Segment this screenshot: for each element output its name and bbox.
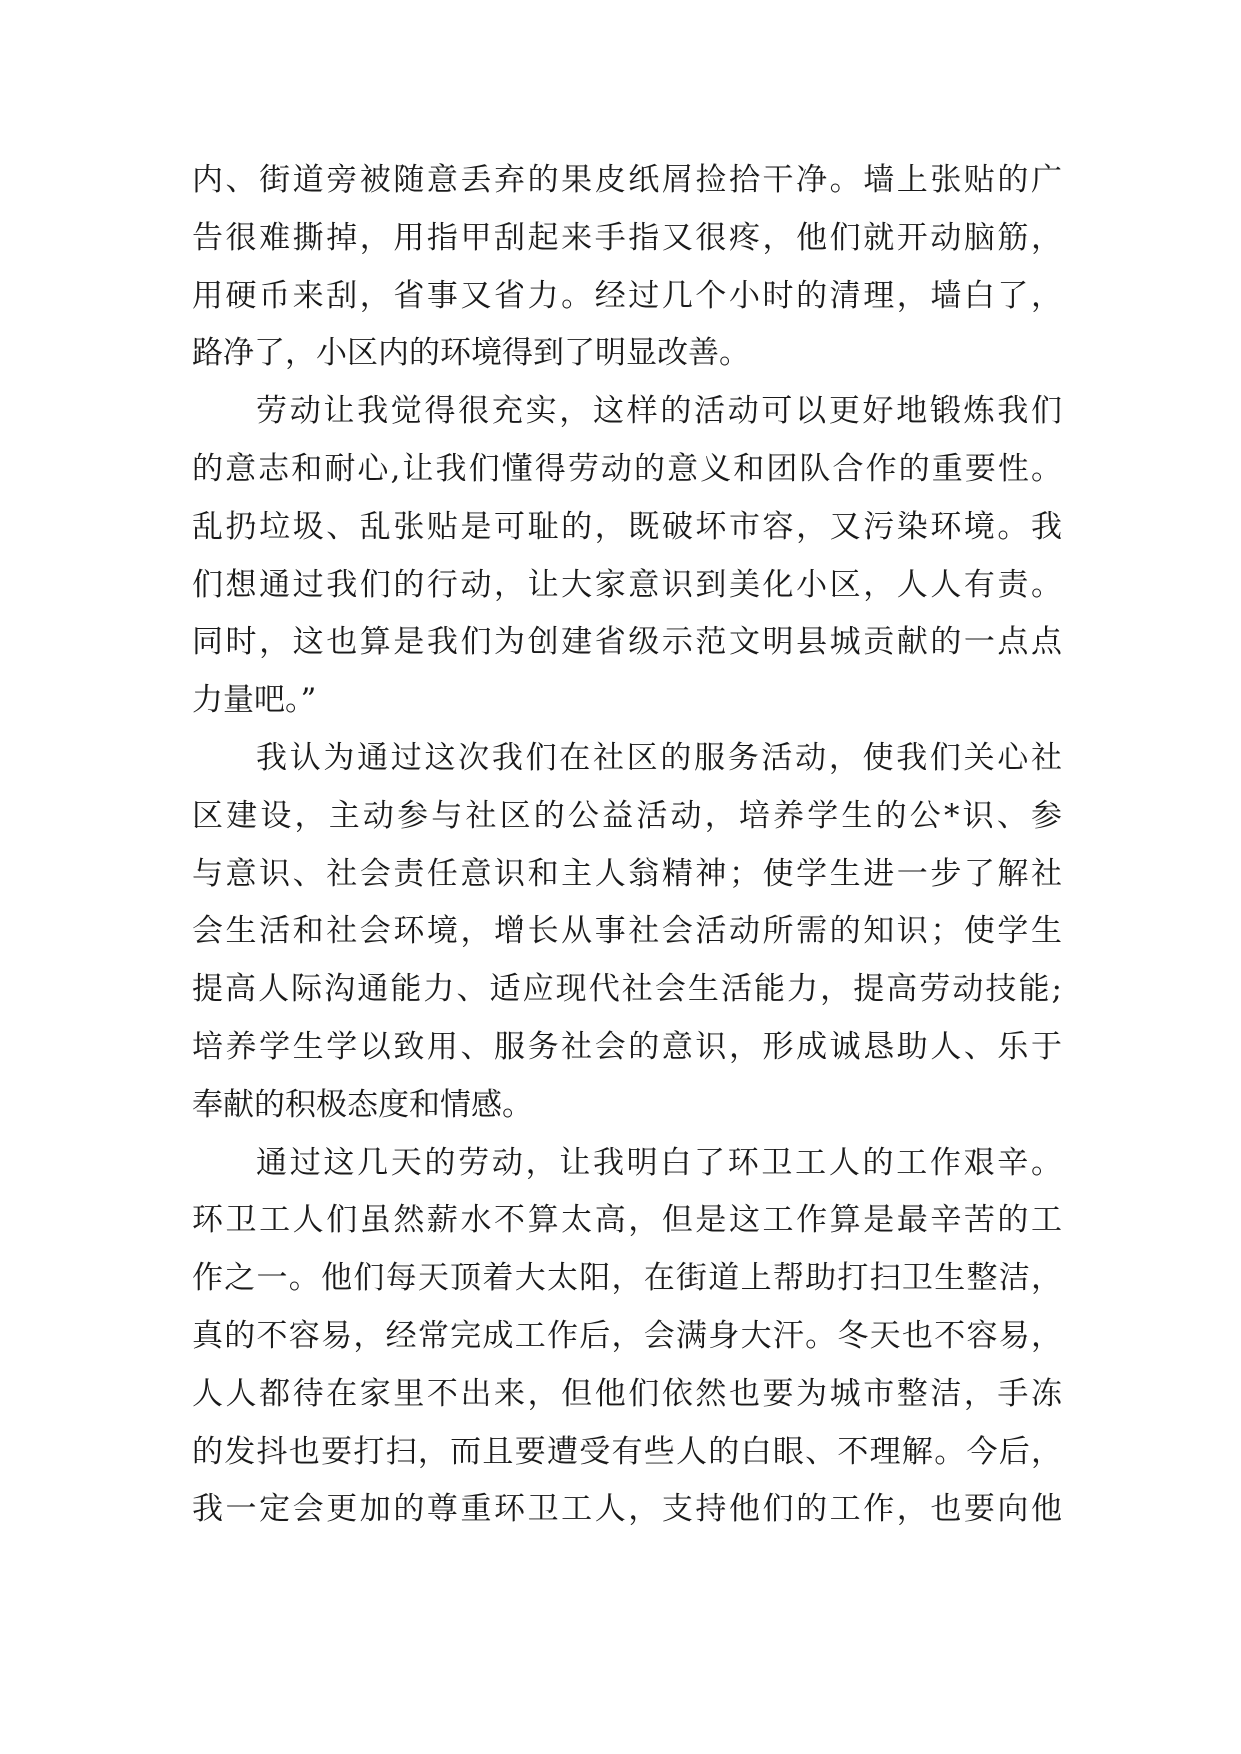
- paragraph-first-line: 劳动让我觉得很充实，这样的活动可以更好地锻炼我们: [256, 393, 1062, 430]
- text-line: 与意识、社会责任意识和主人翁精神；使学生进一步了解社: [192, 855, 1062, 892]
- body-text: [192, 152, 1062, 1539]
- text-line: 会生活和社会环境，增长从事社会活动所需的知识；使学生: [192, 913, 1062, 950]
- text-line: 区建设，主动参与社区的公益活动，培养学生的公*识、参: [192, 797, 1062, 834]
- text-line: 用硬币来刮，省事又省力。经过几个小时的清理，墙白了，: [192, 277, 1062, 314]
- text-line: 我一定会更加的尊重环卫工人，支持他们的工作，也要向他: [192, 1491, 1062, 1528]
- text-line: 内、街道旁被随意丢弃的果皮纸屑捡拾干净。墙上张贴的广: [192, 162, 1062, 198]
- paragraph-first-line: 通过这几天的劳动，让我明白了环卫工人的工作艰辛。: [256, 1144, 1062, 1181]
- paragraph-end-line: 力量吧。”: [192, 682, 317, 719]
- text-line: 提高人际沟通能力、适应现代社会生活能力，提高劳动技能;: [192, 971, 1062, 1008]
- text-line: 同时，这也算是我们为创建省级示范文明县城贡献的一点点: [192, 624, 1062, 661]
- text-line: 培养学生学以致用、服务社会的意识，形成诚恳助人、乐于: [192, 1028, 1062, 1065]
- text-line: 告很难撕掉，用指甲刮起来手指又很疼，他们就开动脑筋，: [192, 219, 1062, 256]
- text-line: 们想通过我们的行动，让大家意识到美化小区，人人有责。: [192, 566, 1062, 603]
- text-line: 作之一。他们每天顶着大太阳，在街道上帮助打扫卫生整洁，: [192, 1260, 1062, 1297]
- text-line: 人人都待在家里不出来，但他们依然也要为城市整洁，手冻: [192, 1375, 1062, 1412]
- text-line: 环卫工人们虽然薪水不算太高，但是这工作算是最辛苦的工: [192, 1202, 1062, 1239]
- paragraph-end-line: 路净了，小区内的环境得到了明显改善。: [192, 335, 750, 372]
- paragraph-first-line: 我认为通过这次我们在社区的服务活动，使我们关心社: [256, 739, 1062, 776]
- paragraph-end-line: 奉献的积极态度和情感。: [192, 1086, 533, 1123]
- text-line: 的意志和耐心,让我们懂得劳动的意义和团队合作的重要性。: [192, 450, 1062, 487]
- text-line: 真的不容易，经常完成工作后，会满身大汗。冬天也不容易，: [192, 1317, 1062, 1354]
- text-line: 的发抖也要打扫，而且要遭受有些人的白眼、不理解。今后，: [192, 1433, 1062, 1470]
- text-line: 乱扔垃圾、乱张贴是可耻的，既破坏市容，又污染环境。我: [192, 508, 1062, 545]
